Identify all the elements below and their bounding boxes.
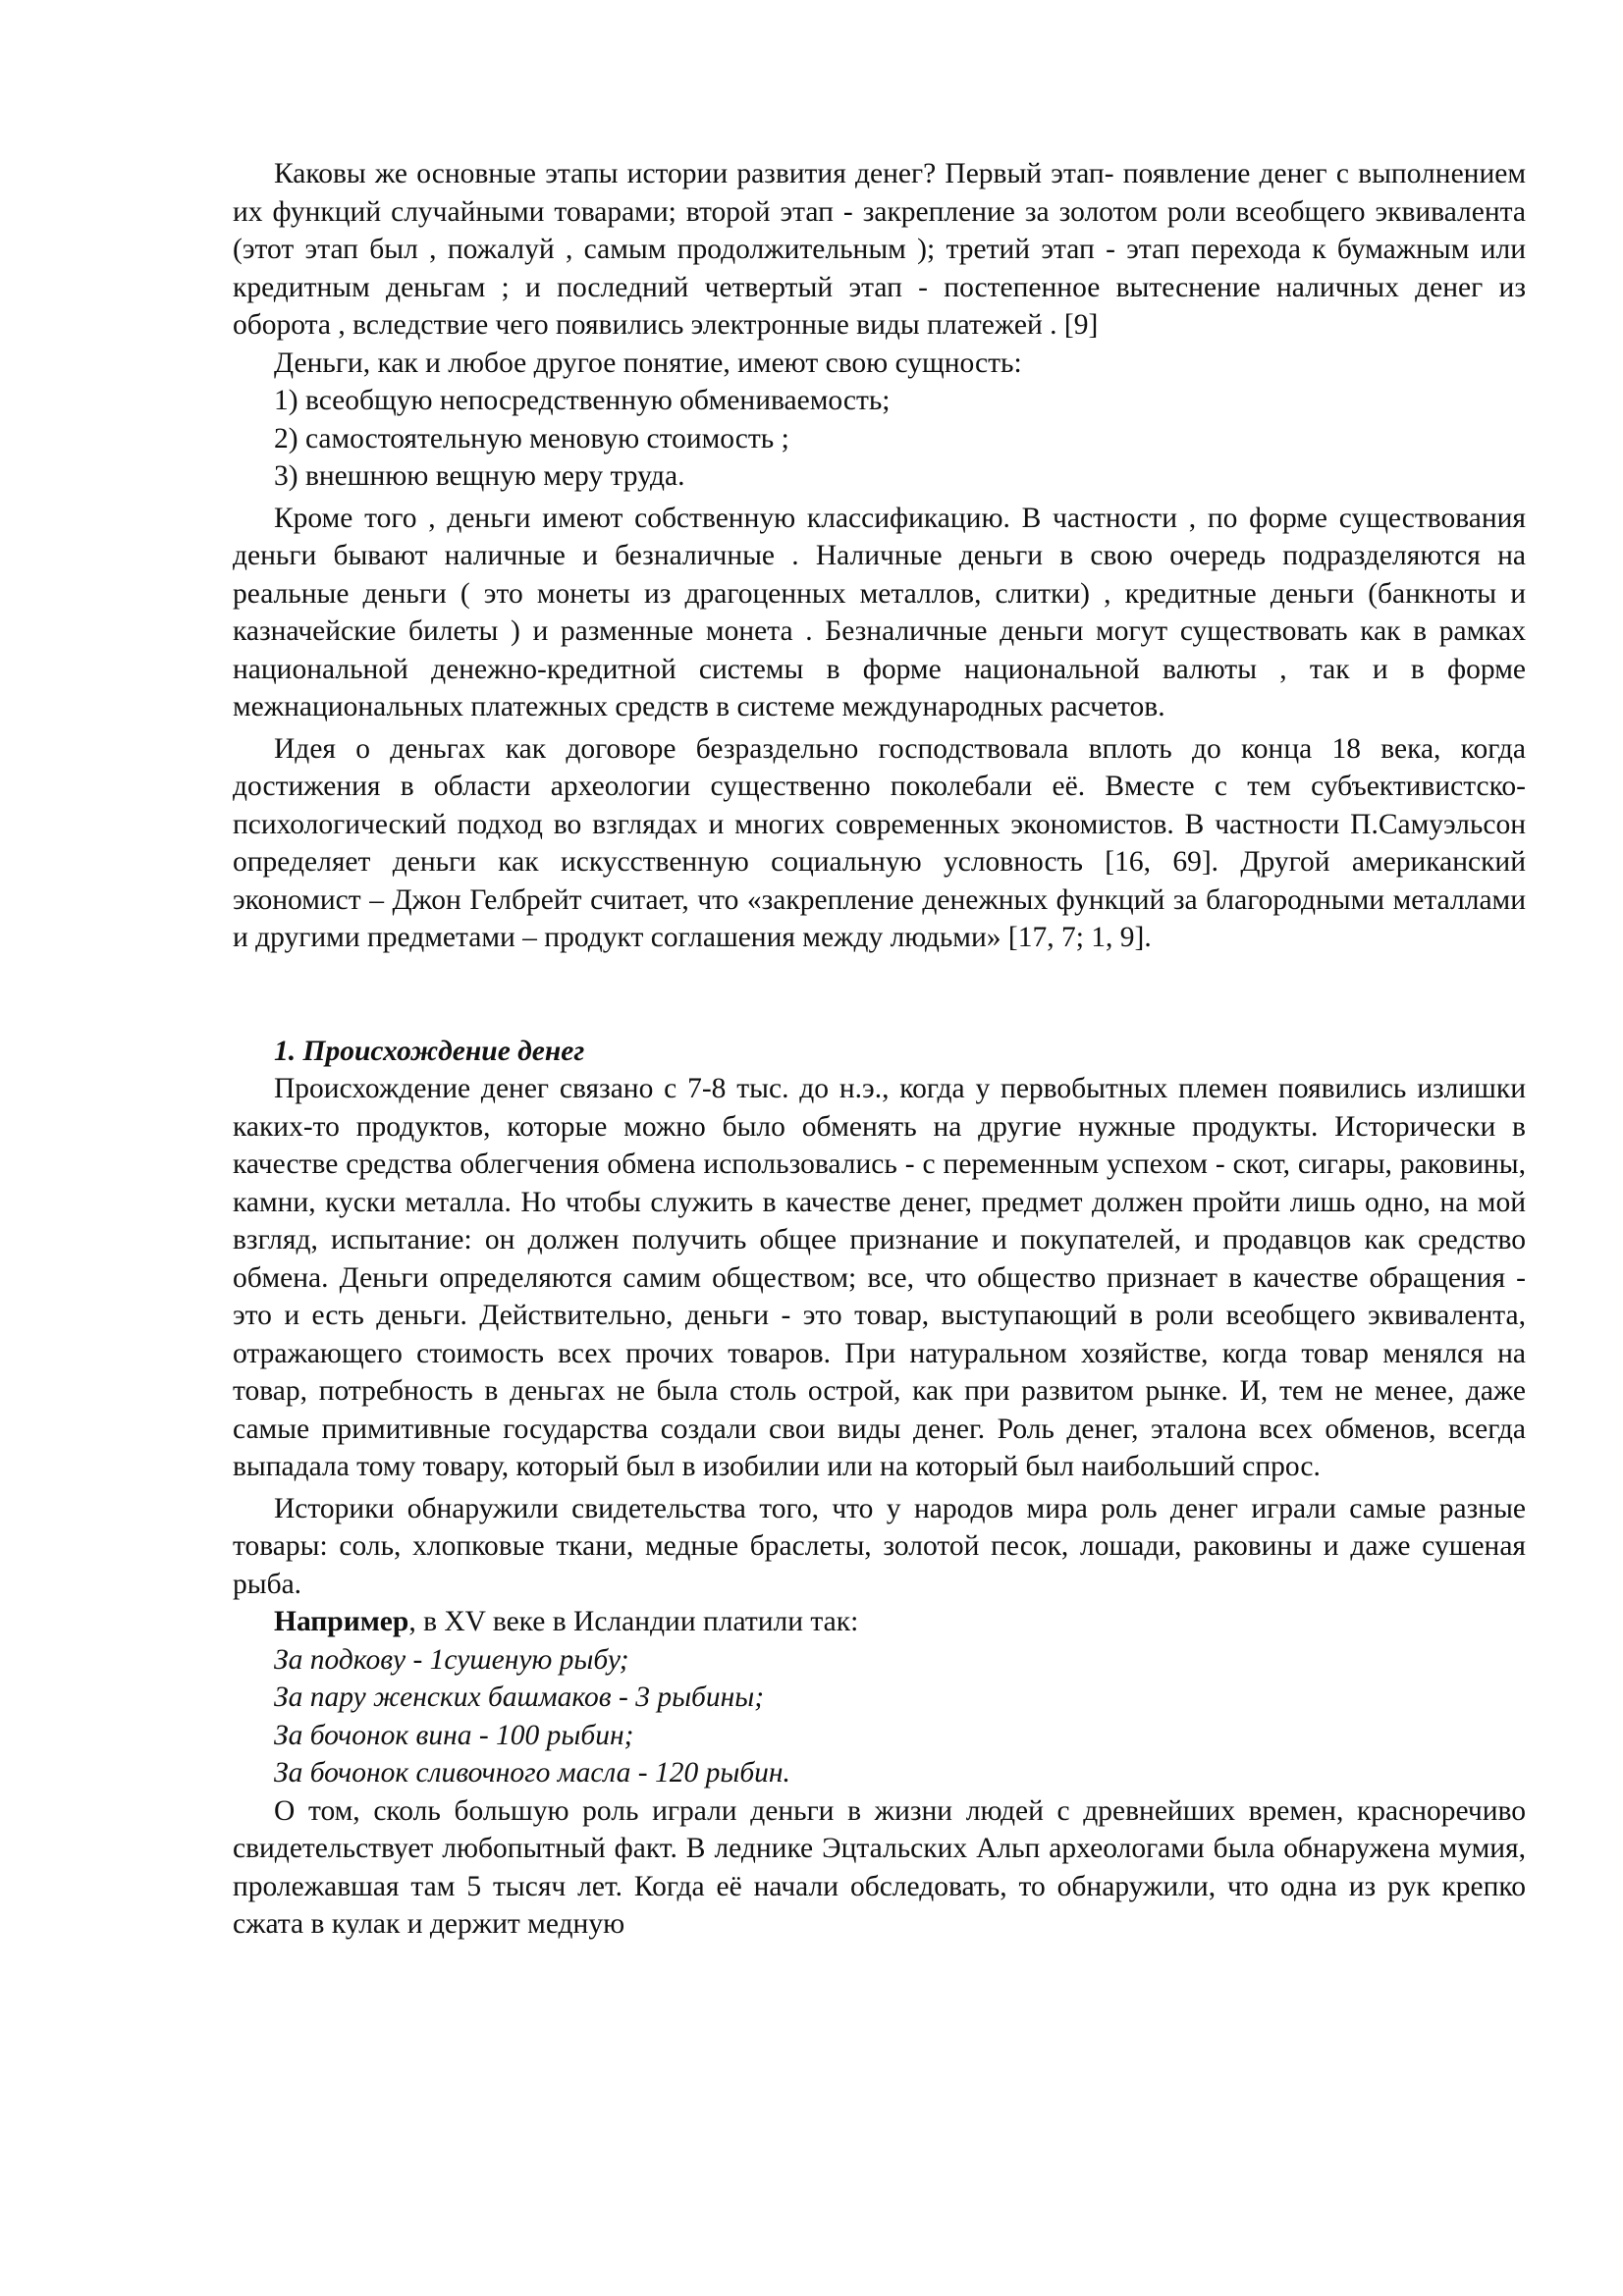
intro-paragraph-essence: Деньги, как и любое другое понятие, имеют свою сущность:	[274, 347, 1022, 379]
origin-paragraph-2: Историки обнаружили свидетельства того, что у народов мира роль денег играли самые разные товары: соль, хлопковые ткани, медные браслеты, золотой песок, лошади, раковины и даже сушеная рыба.	[233, 1492, 1526, 1600]
price-item-4: За бочонок сливочного масла - 120 рыбин.	[274, 1757, 790, 1789]
origin-paragraph-1: Происхождение денег связано с 7-8 тыс. до н.э., когда у первобытных племен появились излишки каких-то продуктов, которые можно было обменять на другие нужные продукты. Исторически в качестве средства облегчения обмена использовались - с переменным успехом - скот, сигары, раковины, камни, куски металла. Но чтобы служить в качестве денег, предмет должен пройти лишь одно, на мой взгляд, испытание: он должен получить общее признание и покупателей, и продавцов как средство обмена. Деньги определяются самим обществом; все, что общество признает в качестве обращения - это и есть деньги. Действительно, деньги - это товар, выступающий в роли всеобщего эквивалента, отражающего стоимость всех прочих товаров. При натуральном хозяйстве, когда товар менялся на товар, потребность в деньгах не была столь острой, как при развитом рынке. И, тем не менее, даже самые примитивные государства создали свои виды денег. Роль денег, эталона всех обменов, всегда выпадала тому товару, который был в изобилии или на который был наибольший спрос.	[233, 1073, 1526, 1482]
example-intro	[233, 1603, 1526, 1641]
intro-paragraph-classification: Кроме того , деньги имеют собственную классификацию. В частности , по форме существования деньги бывают наличные и безналичные . Наличные деньги в свою очередь подразделяются на реальные деньги ( это монеты из драгоценных металлов, слитки) , кредитные деньги (банкноты и казначейские билеты ) и разменные монета . Безналичные деньги могут существовать как в рамках национальной денежно-кредитной системы в форме национальной валюты , так и в форме межнациональных платежных средств в системе международных расчетов.	[233, 502, 1526, 722]
essence-item-3: 3) внешнюю вещную меру труда.	[274, 460, 685, 492]
example-rest: , в XV веке в Исландии платили так:	[408, 1606, 859, 1637]
section-heading-origin: 1. Происхождение денег	[274, 1035, 585, 1067]
origin-paragraph-3: О том, сколь большую роль играли деньги в жизни людей с древнейших времен, красноречиво свидетельствует любопытный факт. В леднике Эцтальских Альп археологами была обнаружена мумия, пролежавшая там 5 тысяч лет. Когда её начали обследовать, то обнаружили, что одна из рук крепко сжата в кулак и держит медную	[233, 1794, 1526, 1940]
intro-paragraph-stages: Каковы же основные этапы истории развития денег? Первый этап- появление денег с выполнением их функций случайными товарами; второй этап - закрепление за золотом роли всеобщего эквивалента (этот этап был , пожалуй , самым продолжительным ); третий этап - этап перехода к бумажным или кредитным деньгам ; и последний четвертый этап - постепенное вытеснение наличных денег из оборота , вследствие чего появились электронные виды платежей . [9]	[233, 158, 1526, 341]
document-page	[233, 155, 1526, 1944]
price-item-3: За бочонок вина - 100 рыбин;	[274, 1719, 634, 1751]
price-item-2: За пару женских башмаков - 3 рыбины;	[274, 1682, 765, 1713]
intro-paragraph-contract-idea: Идея о деньгах как договоре безраздельно господствовала вплоть до конца 18 века, когда достижения в области археологии существенно поколебали её. Вместе с тем субъективистско-психологический подход во взглядах и многих современных экономистов. В частности П.Самуэльсон определяет деньги как искусственную социальную условность [16, 69]. Другой американский экономист – Джон Гелбрейт считает, что «закрепление денежных функций за благородными металлами и другими предметами – продукт соглашения между людьми» [17, 7; 1, 9].	[233, 732, 1526, 953]
essence-item-2: 2) самостоятельную меновую стоимость ;	[274, 422, 789, 454]
price-item-1: За подкову - 1сушеную рыбу;	[274, 1643, 629, 1676]
section-spacer	[233, 957, 1526, 1033]
essence-item-1: 1) всеобщую непосредственную обмениваемость;	[274, 385, 891, 416]
example-bold-word: Например	[274, 1606, 409, 1637]
